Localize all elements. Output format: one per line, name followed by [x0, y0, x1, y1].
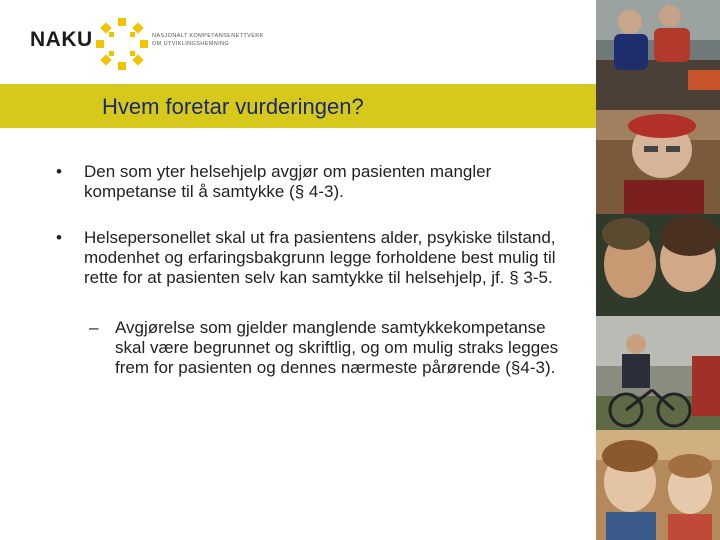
sub-bullet-text: Avgjørelse som gjelder manglende samtykkekompetanse skal være begrunnet og skriftlig, og om mulig straks legges frem for pasienten og dennes nærmeste pårørende (§4-3). [115, 318, 559, 377]
slide-content [56, 162, 576, 378]
photo-man-cycling [596, 316, 720, 430]
photo-children-smiling [596, 430, 720, 540]
logo-wordmark: NAKU [30, 28, 93, 51]
photo-elderly-woman [596, 110, 720, 214]
logo-sun-icon [94, 16, 150, 72]
slide-title: Hvem foretar vurderingen? [102, 94, 364, 119]
photo-couple-kissing [596, 214, 720, 316]
bullet-marker: • [56, 162, 62, 181]
sub-bullet-marker: – [89, 318, 99, 337]
bullet-text: Den som yter helsehjelp avgjør om pasienten mangler kompetanse til å samtykke (§ 4-3). [84, 162, 492, 201]
bullet-marker: • [56, 228, 62, 247]
bullet-item [56, 162, 576, 202]
bullet-text: Helsepersonellet skal ut fra pasientens alder, psykiske tilstand, modenhet og erfaringsbakgrunn legge forholdene best mulig til rette for at pasienten selv kan samtykke til helsehjelp, jf. § 3-5. [84, 228, 556, 287]
photo-kids-sledding [596, 0, 720, 110]
naku-logo [30, 16, 264, 68]
sub-bullet-item [89, 318, 576, 378]
logo-subtitle: NASJONALT KOMPETANSENETTVERK OM UTVIKLINGSHEMNING [152, 33, 264, 47]
bullet-item [56, 228, 576, 288]
photo-strip [596, 0, 720, 540]
